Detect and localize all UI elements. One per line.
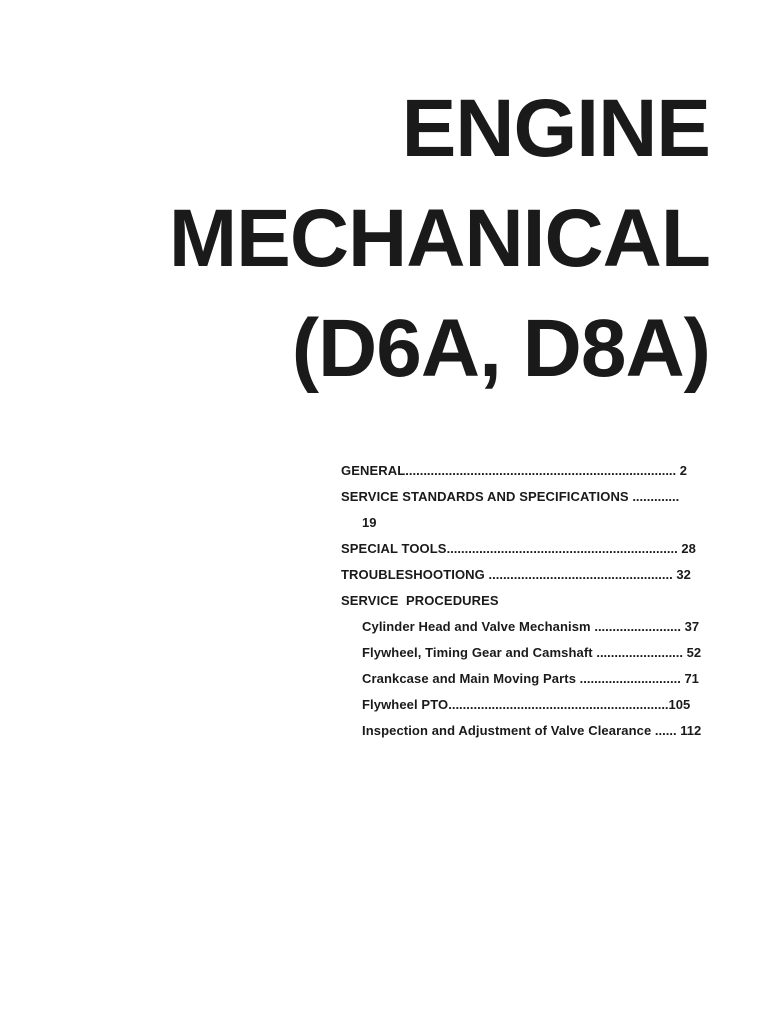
toc-page-number: 71 xyxy=(684,671,699,686)
toc-page-number: 19 xyxy=(362,515,377,530)
toc-entry-label: GENERAL xyxy=(341,463,406,478)
toc-leader-dots: ...... xyxy=(651,723,677,738)
toc-page-number: 52 xyxy=(686,645,702,660)
toc-page-number: 37 xyxy=(684,619,700,634)
toc-leader-dots: ............................ xyxy=(576,671,681,686)
toc-leader-dots: ................................................... xyxy=(484,567,673,582)
toc-entry-label: Flywheel, Timing Gear and Camshaft xyxy=(362,645,593,660)
chapter-title xyxy=(90,74,710,404)
toc-page-number: 112 xyxy=(680,723,702,738)
toc-entry-special-tools[interactable] xyxy=(341,536,713,562)
toc-page-number: 105 xyxy=(668,697,691,712)
toc-entry-label: TROUBLESHOOTIONG xyxy=(341,567,485,582)
toc-subentry-flywheel-timing[interactable] xyxy=(341,640,713,666)
toc-leader-dots: ............................................................. xyxy=(448,697,669,712)
toc-subentry-cylinder-head[interactable] xyxy=(341,614,713,640)
chapter-title-line-1: ENGINE xyxy=(401,83,710,174)
chapter-title-line-3: (D6A, D8A) xyxy=(291,303,710,394)
toc-entry-service-standards[interactable] xyxy=(341,484,713,510)
toc-entry-service-procedures[interactable] xyxy=(341,588,713,614)
toc-entry-label: Crankcase and Main Moving Parts xyxy=(362,671,577,686)
toc-page-number: 28 xyxy=(681,541,696,556)
toc-subentry-crankcase[interactable] xyxy=(341,666,713,692)
toc-subentry-valve-clearance[interactable] xyxy=(341,718,713,744)
toc-entry-label: Flywheel PTO xyxy=(362,697,449,712)
toc-entry-general[interactable] xyxy=(341,458,713,484)
chapter-title-line-2: MECHANICAL xyxy=(168,193,710,284)
toc-entry-troubleshooting[interactable] xyxy=(341,562,713,588)
toc-leader-dots: ........................ xyxy=(592,645,684,660)
toc-entry-label: Cylinder Head and Valve Mechanism xyxy=(362,619,591,634)
toc-page-number: 2 xyxy=(679,463,688,478)
table-of-contents xyxy=(341,458,713,744)
toc-page-number: 32 xyxy=(676,567,691,582)
toc-leader-dots: ............. xyxy=(628,489,680,504)
toc-leader-dots: ........................ xyxy=(590,619,682,634)
toc-entry-label: SERVICE PROCEDURES xyxy=(341,593,499,608)
toc-leader-dots: ........................................................................... xyxy=(405,463,677,478)
toc-entry-label: SPECIAL TOOLS xyxy=(341,541,447,556)
toc-entry-service-standards-page[interactable] xyxy=(341,510,713,536)
toc-leader-dots: ................................................................ xyxy=(446,541,678,556)
toc-entry-label: Inspection and Adjustment of Valve Clearance xyxy=(362,723,652,738)
toc-entry-label: SERVICE STANDARDS AND SPECIFICATIONS xyxy=(341,489,629,504)
toc-subentry-flywheel-pto[interactable] xyxy=(341,692,713,718)
